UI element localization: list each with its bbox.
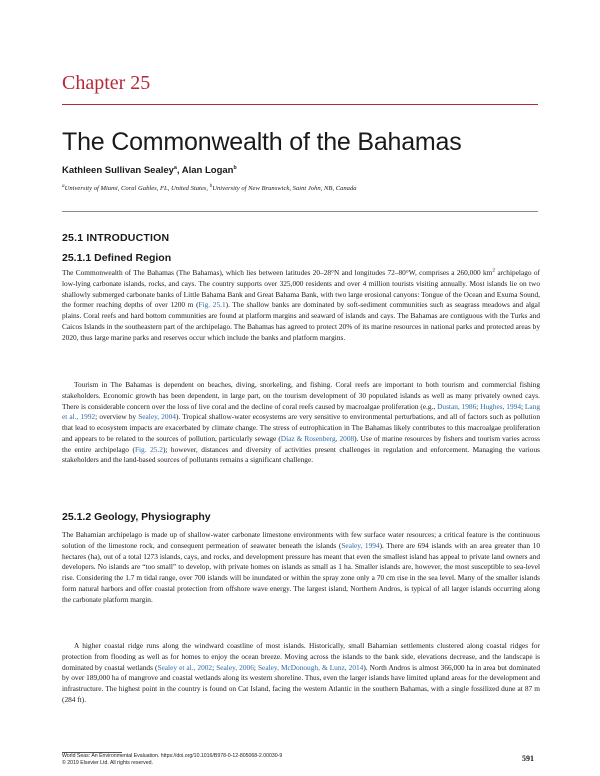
author-affiliation-mark: b — [233, 164, 237, 171]
body-text: The Bahamian archipelago is made up of shallow-water carbonate limestone environments with few surface water resources; a critical feature is the continuous solution of the limestone rock, and consequent permeation of seawater beneath the islands ( — [62, 530, 540, 550]
chapter-label: Chapter 25 — [62, 72, 151, 94]
body-paragraph — [62, 530, 540, 605]
affiliation-mark: b — [209, 182, 213, 189]
body-text: ). Tropical shallow-water ecosystems are very sensitive to environmental perturbations, and all of factors such as pollution that lead to ecosystem impacts are exacerbated by climate change. The stress of eutrophication in The Bahamas likely contributes to this macroalgae proliferation and appears to be related to the sources of pollution, particularly sewage ( — [62, 412, 540, 443]
figure-link[interactable]: Fig. 25.1 — [198, 300, 226, 310]
author-separator: , — [176, 165, 182, 176]
superscript: 2 — [492, 267, 495, 274]
citation-link[interactable]: Sealey et al., 2002 — [157, 662, 213, 672]
citation-link[interactable]: Sealey, 1994 — [341, 540, 380, 550]
body-text: ; — [253, 662, 258, 672]
citation-link[interactable]: Sealey, McDonough, & Lunz, 2014 — [257, 662, 364, 672]
body-text: ; — [476, 401, 481, 411]
citation-link[interactable]: Sealey, 2004 — [138, 412, 176, 422]
author-name: Alan Logan — [181, 165, 234, 176]
footer-citation: World Seas: An Environmental Evaluation. https://doi.org/10.1016/B978-0-12-805068-2.00030-9 — [62, 753, 283, 759]
body-text: The Commonwealth of The Bahamas (The Bahamas), which lies between latitudes 20–28°N and longitudes 72–80°W, comprises a 260,000 km — [62, 268, 493, 277]
body-text: ; — [212, 662, 217, 672]
author-name: Kathleen Sullivan Sealey — [62, 165, 174, 176]
body-text: ). North Andros is almost 366,000 ha in area but dominated by over 189,000 ha of mangrove and coastal wetlands along its western shoreline. Thus, even the larger islands have limited upland areas for the development and infrastructure. The highest point in the country is found on Cat Island, facing the western Atlantic in the southern Bahamas, with a single fossilized dune at 87 m (284 ft). — [62, 662, 540, 704]
citation-link[interactable]: Díaz & Rosenberg, 2008 — [280, 433, 355, 443]
body-paragraph — [62, 380, 540, 466]
body-text: ). The shallow banks are dominated by soft-sediment communities such as seagrass meadows and algal plains. Coral reefs and hard bottom communities are found at platform margins and seaward of islands and cays. The Bahamas are contiguous with the Turks and Caicos Islands in the southeastern part of the archipelago. The Bahamas has agreed to protect 20% of its marine resources in national parks and protected areas by 2020, thus large marine parks and reserves occur which include the banks and platform margins. — [62, 300, 540, 342]
affiliation-text: University of Miami, Coral Gables, FL, United States, — [64, 185, 210, 192]
body-text: A higher coastal ridge runs along the windward coastline of most islands. Historically, small Bahamian settlements clustered along coastal ridges for protection from flooding as well as for homes to enjoy the ocean breeze. Moving across the islands to the bank side, elevations decrease, and the landscape is dominated by coastal wetlands ( — [62, 641, 540, 672]
page-number: 591 — [522, 754, 534, 763]
subsection-heading-defined-region: 25.1.1 Defined Region — [62, 252, 172, 264]
citation-link[interactable]: Hughes, 1994 — [480, 401, 521, 411]
body-text: ); however, distances and diversity of activities present challenges in regulation and enforcement. Managing the various stakeholders and the land-based sources of pollutants remains a significant challenge. — [62, 444, 540, 465]
affiliation-mark: a — [62, 182, 65, 189]
chapter-title: The Commonwealth of the Bahamas — [62, 128, 462, 156]
body-text: ). There are 694 islands with an area greater than 10 hectares (ha), out of a total 1273 islands, cays, and rocks, and development pressure has meant that even the smallest island has appeal to private land owners and developers. No islands are “too small” to develop, with private homes on islands as small as 1 ha. Smaller islands are, however, the most susceptible to sea-level rise. Considering the 1.7 m tidal range, over 700 islands will be inundated or within the spray zone only a 70 cm rise in the sea level. Many of the smaller islands form natural harbors and offer coastal protection from offshore wave energy. The largest island, Northern Andros, is typical of all larger islands occurring along the carbonate platform margin. — [62, 540, 540, 604]
body-paragraph — [62, 641, 540, 706]
author-affiliation-mark: a — [173, 164, 177, 171]
body-text: ). Use of marine resources by fishers and tourism varies across the entire archipelago ( — [62, 433, 540, 454]
subsection-heading-geology: 25.1.2 Geology, Physiography — [62, 511, 211, 523]
title-divider — [62, 211, 538, 212]
footer-copyright: © 2019 Elsevier Ltd. All rights reserved. — [62, 760, 153, 766]
chapter-divider — [62, 104, 538, 105]
body-text: Tourism in The Bahamas is dependent on beaches, diving, snorkeling, and fishing. Coral reefs are important to both tourism and commercial fishing stakeholders. Economic growth has been dependent, in large part, on the tourism development of 30 populated islands as well as many privately owned cays. There is considerable concern over the loss of live coral and the decline of coral reefs caused by macroalgae proliferation (e.g., — [62, 380, 540, 411]
section-heading-introduction: 25.1 INTRODUCTION — [62, 232, 170, 244]
figure-link[interactable]: Fig. 25.2 — [134, 444, 163, 454]
author-affiliations — [62, 182, 542, 192]
author-list — [62, 165, 237, 176]
citation-link[interactable]: Sealey, 2006 — [216, 662, 254, 672]
citation-link[interactable]: Dustan, 1986 — [437, 401, 477, 411]
body-paragraph — [62, 268, 540, 343]
citation-link[interactable]: Lang et al., 1992 — [62, 401, 540, 422]
body-text: ; overview by — [95, 412, 139, 422]
body-text: ; — [521, 401, 525, 411]
affiliation-text: University of New Brunswick, Saint John, NB, Canada — [212, 185, 357, 192]
body-text: archipelago of low-lying carbonate islands, rocks, and cays. The country supports over 325,000 residents and over 4 million tourists visiting annually. Most islands lie on two shallowly submerged carbonate banks of Little Bahama Bank and Great Bahama Bank, with two large erosional canyons: Tongue of the Ocean and Exuma Sound, the former reaching depths of over 1200 m ( — [62, 268, 541, 310]
